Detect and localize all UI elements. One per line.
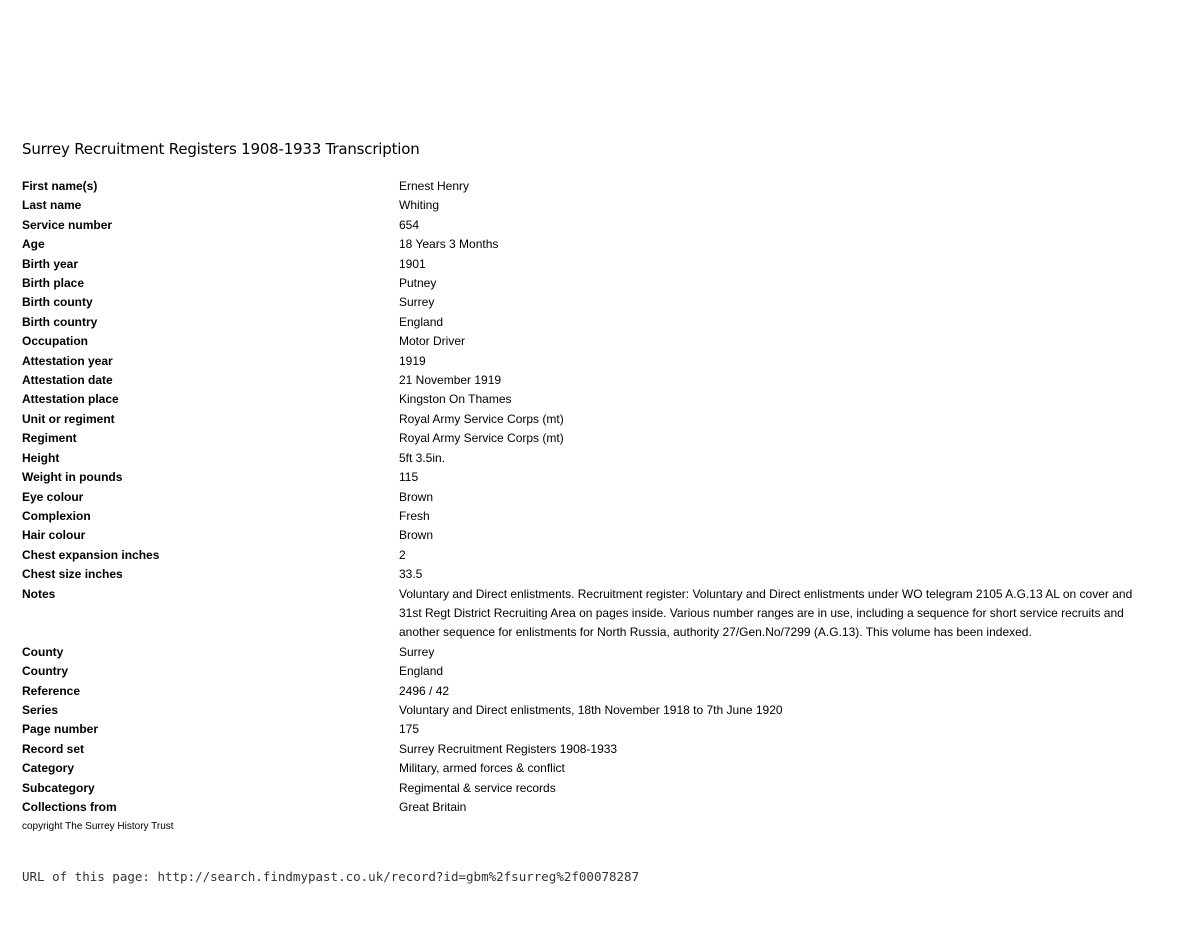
field-value: Brown <box>399 528 434 543</box>
table-row <box>22 352 1152 371</box>
field-label: Hair colour <box>22 528 86 543</box>
field-label: Series <box>22 702 59 717</box>
field-value: England <box>399 664 444 679</box>
field-label: Birth county <box>22 295 93 310</box>
table-row <box>22 701 1152 720</box>
field-value: Voluntary and Direct enlistments, 18th November 1918 to 7th June 1920 <box>399 702 783 717</box>
field-label: Regiment <box>22 431 77 446</box>
field-value: 33.5 <box>399 567 423 582</box>
table-row <box>22 313 1152 332</box>
field-label: Attestation year <box>22 353 113 368</box>
field-value: Royal Army Service Corps (mt) <box>399 411 564 426</box>
copyright-text: copyright The Surrey History Trust <box>22 821 174 832</box>
table-row <box>22 682 1152 701</box>
table-row <box>22 332 1152 351</box>
field-value: Great Britain <box>399 800 467 814</box>
field-value: Motor Driver <box>399 334 466 349</box>
table-row <box>22 779 1152 798</box>
field-label: Chest expansion inches <box>22 547 160 562</box>
field-label: Complexion <box>22 508 91 523</box>
field-label: Age <box>22 237 45 252</box>
field-label: Eye colour <box>22 489 84 504</box>
table-row <box>22 488 1152 507</box>
field-value: 2496 / 42 <box>399 683 450 698</box>
field-value: 654 <box>399 217 420 232</box>
record-table <box>22 177 1152 817</box>
field-label: Birth country <box>22 314 98 329</box>
field-value: Kingston On Thames <box>399 392 512 407</box>
table-row <box>22 507 1152 526</box>
table-row <box>22 662 1152 681</box>
record-table-body <box>22 177 1152 817</box>
table-row <box>22 643 1152 662</box>
field-value: Voluntary and Direct enlistments. Recruitment register: Voluntary and Direct enlistments under WO telegram 2105 A.G.13 AL on cover and 31st Regt District Recruiting Area on pages inside. Various number ranges are in use, including a sequence for short service recruits and another sequence for enlistments for North Russia, authority 27/Gen.No/7299 (A.G.13). This volume has been indexed. <box>399 586 1133 640</box>
field-value: Military, armed forces & conflict <box>399 761 565 776</box>
field-value: 2 <box>399 547 406 562</box>
field-label: First name(s) <box>22 179 98 193</box>
page-url-text: URL of this page: http://search.findmypast.co.uk/record?id=gbm%2fsurreg%2f00078287 <box>22 869 640 884</box>
table-row <box>22 585 1152 643</box>
field-value: Ernest Henry <box>399 179 470 193</box>
field-value: Whiting <box>399 198 440 213</box>
field-value: Surrey <box>399 295 435 310</box>
field-label: Attestation place <box>22 392 119 407</box>
field-value: Surrey <box>399 644 435 659</box>
table-row <box>22 449 1152 468</box>
field-label: Collections from <box>22 800 117 814</box>
field-label: Height <box>22 450 60 465</box>
page-title: Surrey Recruitment Registers 1908-1933 Transcription <box>22 140 420 158</box>
table-row <box>22 177 1152 196</box>
field-value: 21 November 1919 <box>399 373 502 388</box>
table-row <box>22 390 1152 409</box>
field-value: Fresh <box>399 508 430 523</box>
field-label: Page number <box>22 722 99 737</box>
table-row <box>22 759 1152 778</box>
table-row <box>22 546 1152 565</box>
table-row <box>22 293 1152 312</box>
field-value: Brown <box>399 489 434 504</box>
field-value: 115 <box>399 470 419 485</box>
field-label: Weight in pounds <box>22 470 123 485</box>
field-value: 175 <box>399 722 420 737</box>
field-label: Reference <box>22 683 81 698</box>
table-row <box>22 526 1152 545</box>
field-value: England <box>399 314 444 329</box>
field-label: Birth year <box>22 256 79 271</box>
table-row <box>22 255 1152 274</box>
table-row <box>22 274 1152 293</box>
field-value: 18 Years 3 Months <box>399 237 499 252</box>
table-row <box>22 216 1152 235</box>
field-value: Putney <box>399 276 437 291</box>
table-row <box>22 429 1152 448</box>
field-label: Occupation <box>22 334 89 349</box>
table-row <box>22 798 1152 817</box>
table-row <box>22 371 1152 390</box>
field-label: Service number <box>22 217 113 232</box>
field-label: Attestation date <box>22 373 113 388</box>
table-row <box>22 740 1152 759</box>
field-label: Subcategory <box>22 780 95 795</box>
table-row <box>22 235 1152 254</box>
table-row <box>22 410 1152 429</box>
field-label: Country <box>22 664 68 679</box>
field-label: Unit or regiment <box>22 411 115 426</box>
table-row <box>22 468 1152 487</box>
table-row <box>22 720 1152 739</box>
field-label: Notes <box>22 586 56 601</box>
field-label: Category <box>22 761 75 776</box>
field-label: Record set <box>22 741 85 756</box>
field-value: Regimental & service records <box>399 780 556 795</box>
field-label: Birth place <box>22 276 85 291</box>
table-row <box>22 565 1152 584</box>
field-label: Last name <box>22 198 82 213</box>
field-value: 1919 <box>399 353 426 368</box>
field-value: Royal Army Service Corps (mt) <box>399 431 564 446</box>
field-value: 1901 <box>399 256 426 271</box>
field-value: Surrey Recruitment Registers 1908-1933 <box>399 741 618 756</box>
table-row <box>22 196 1152 215</box>
field-label: County <box>22 644 64 659</box>
field-value: 5ft 3.5in. <box>399 450 446 465</box>
field-label: Chest size inches <box>22 567 123 582</box>
